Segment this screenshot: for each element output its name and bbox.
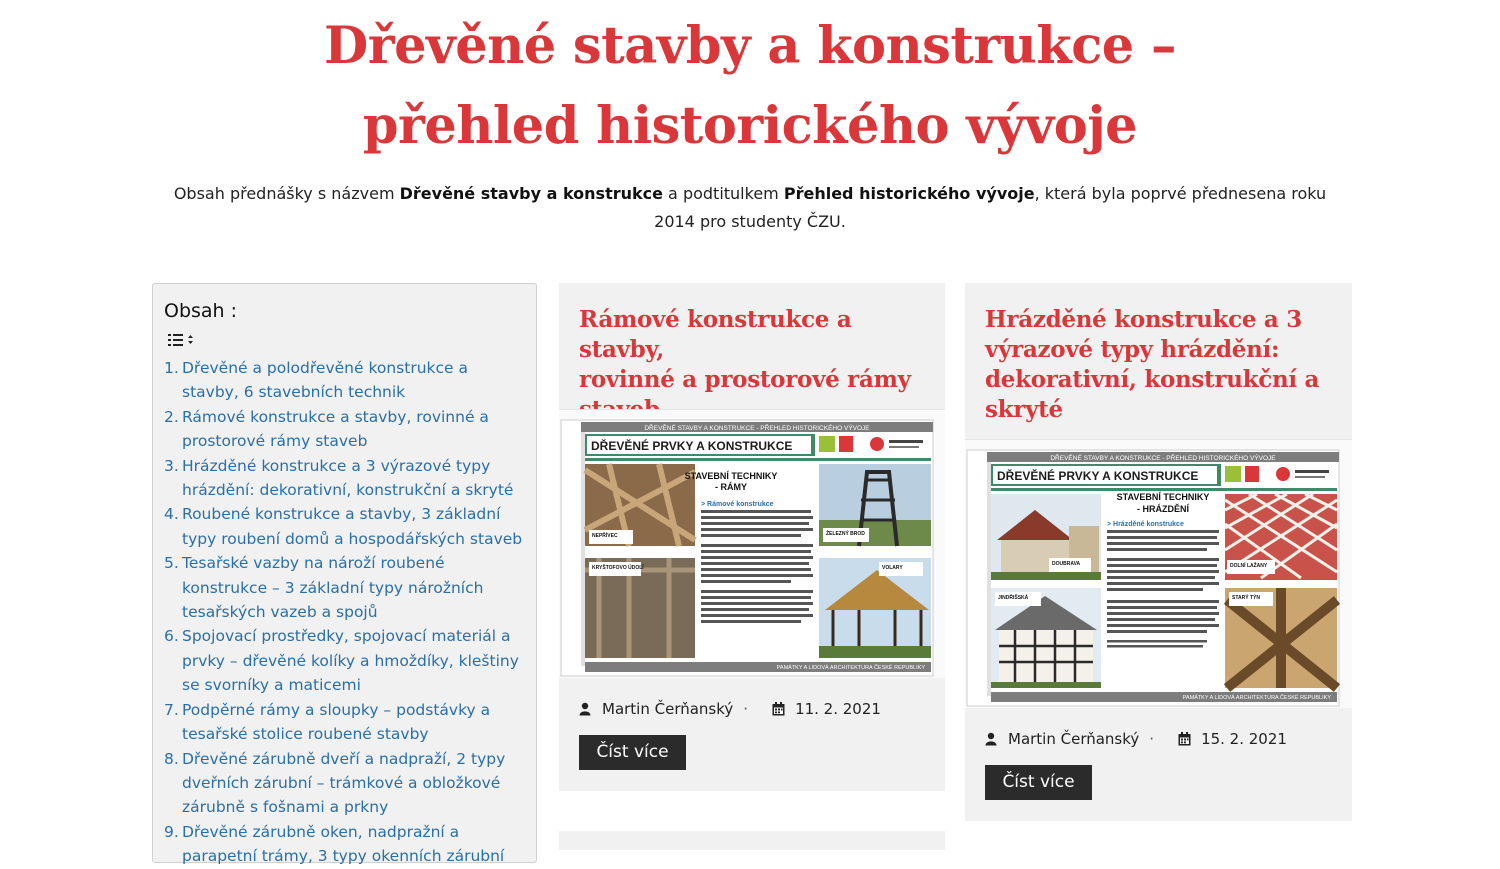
- toc-heading: Obsah :: [164, 300, 238, 322]
- page-title-line-1: Dřevěné stavby a konstrukce –: [324, 16, 1176, 76]
- slide-image: [965, 440, 1352, 708]
- article-card: [559, 283, 945, 791]
- toc-item-number: 2.: [164, 407, 179, 426]
- toc-item-number: 8.: [164, 749, 179, 768]
- intro-part: , která byla poprvé přednesena roku: [1034, 184, 1327, 203]
- toc-item-number: 4.: [164, 505, 179, 524]
- article-title-line: dekorativní, konstrukční a: [985, 366, 1320, 393]
- slide-section: > Rámové konstrukce: [701, 501, 774, 508]
- toc-link-line: prostorové rámy staveb: [182, 432, 368, 451]
- toc-link-line: zárubně s fošnami a prkny: [182, 798, 389, 817]
- user-icon: [579, 702, 593, 716]
- article-title-line: Hrázděné konstrukce a 3: [985, 306, 1302, 333]
- slide-header: DŘEVĚNÉ PRVKY A KONSTRUKCE: [997, 469, 1199, 483]
- toc-link-line: hrázdění: dekorativní, konstrukční a skryté: [182, 481, 514, 500]
- toc-link-line: Dřevěné zárubně oken, nadpražní a: [182, 822, 460, 841]
- slide-label: VOLARY: [882, 565, 903, 571]
- read-more-button[interactable]: Číst více: [985, 765, 1092, 800]
- toc-link[interactable]: [182, 551, 483, 624]
- toc-link-line: prvky – dřevěné kolíky a hmoždíky, kleštiny: [182, 651, 519, 670]
- article-date: 15. 2. 2021: [1201, 730, 1287, 748]
- toc-item-number: 7.: [164, 700, 179, 719]
- slide-label: STARÝ TÝN: [1232, 595, 1260, 601]
- article-title-line: skryté: [985, 396, 1063, 423]
- article-meta: [985, 730, 1287, 748]
- intro-text: [150, 180, 1350, 236]
- toc-link-line: stavby, 6 stavebních technik: [182, 383, 406, 402]
- toc-item-number: 9.: [164, 822, 179, 841]
- slide-topbar: DŘEVĚNÉ STAVBY A KONSTRUKCE - PŘEHLED HISTORICKÉHO VÝVOJE: [644, 425, 870, 432]
- slide-topbar: DŘEVĚNÉ STAVBY A KONSTRUKCE - PŘEHLED HISTORICKÉHO VÝVOJE: [1050, 455, 1276, 462]
- toc-link[interactable]: [182, 820, 504, 869]
- slide-subtitle: STAVEBNÍ TECHNIKY: [684, 471, 778, 481]
- meta-separator: ·: [1149, 730, 1155, 748]
- toc-link[interactable]: [182, 356, 468, 405]
- slide-label: DOUBRAVA: [1052, 561, 1081, 567]
- toc-link[interactable]: [182, 502, 522, 551]
- slide-label: JINDŘIŠSKÁ: [998, 595, 1029, 601]
- toc-item-number: 1.: [164, 359, 179, 377]
- article-meta: [579, 700, 881, 718]
- toc-link-line: parapetní trámy, 3 typy okenních zárubní: [182, 847, 505, 866]
- toc-link[interactable]: [182, 747, 505, 820]
- table-of-contents: [152, 283, 537, 866]
- slide-label: ŽELEZNÝ BROD: [826, 531, 865, 537]
- intro-part: 2014 pro studenty ČZU.: [654, 212, 846, 231]
- toc-item: [164, 356, 524, 405]
- page-title-line-2: přehled historického vývoje: [362, 96, 1138, 156]
- slide-section: > Hrázděné konstrukce: [1107, 521, 1184, 528]
- toc-item: [164, 747, 524, 820]
- slide-subtitle: - HRÁZDĚNÍ: [1137, 504, 1189, 514]
- toc-item: [164, 820, 524, 869]
- slide-header: DŘEVĚNÉ PRVKY A KONSTRUKCE: [591, 439, 793, 453]
- toc-link[interactable]: [182, 624, 519, 697]
- toc-item: [164, 698, 524, 747]
- slide-label: KRYŠTOFOVO ÚDOLÍ: [592, 565, 644, 571]
- toc-item: [164, 454, 524, 503]
- toc-link-line: Tesařské vazby na nároží roubené: [182, 554, 445, 573]
- read-more-button[interactable]: Číst více: [579, 735, 686, 770]
- toc-link[interactable]: [182, 454, 513, 503]
- article-thumbnail[interactable]: [965, 439, 1352, 708]
- toc-link-line: Spojovací prostředky, spojovací materiál a: [182, 627, 511, 646]
- toc-item: [164, 405, 524, 454]
- toc-link-line: Rámové konstrukce a stavby, rovinné a: [182, 407, 489, 426]
- article-author[interactable]: Martin Čerňanský: [1008, 730, 1140, 748]
- toc-link-line: typy roubení domů a hospodářských staveb: [182, 529, 523, 548]
- toc-item-number: 5.: [164, 554, 179, 573]
- article-card: [559, 831, 945, 850]
- toc-item-number: 6.: [164, 627, 179, 646]
- article-date: 11. 2. 2021: [795, 700, 881, 718]
- toc-item-number: 3.: [164, 456, 179, 475]
- intro-part: a podtitulkem: [662, 184, 784, 203]
- toc-item: [164, 551, 524, 624]
- intro-bold-title: Dřevěné stavby a konstrukce: [399, 184, 663, 203]
- article-author[interactable]: Martin Čerňanský: [602, 700, 734, 718]
- slide-label: DOLNÍ LAŽANY: [1230, 563, 1268, 569]
- calendar-icon: [1178, 732, 1192, 746]
- list-toggle-icon[interactable]: [168, 332, 196, 348]
- article-thumbnail[interactable]: [559, 409, 945, 678]
- slide-image: [559, 410, 945, 678]
- article-title-line: Rámové konstrukce a stavby,: [579, 306, 852, 363]
- toc-link-line: Dřevěné zárubně dveří a nadpraží, 2 typy: [182, 749, 506, 768]
- article-title[interactable]: [579, 305, 929, 425]
- slide-label: NEPŘÍVEC: [592, 533, 618, 539]
- toc-link-line: Roubené konstrukce a stavby, 3 základní: [182, 505, 501, 524]
- toc-link-line: se svorníky a maticemi: [182, 676, 361, 695]
- toc-list: [164, 356, 524, 869]
- toc-item: [164, 624, 524, 697]
- user-icon: [985, 732, 999, 746]
- toc-link-line: Podpěrné rámy a sloupky – podstávky a: [182, 700, 491, 719]
- intro-bold-subtitle: Přehled historického vývoje: [783, 184, 1035, 203]
- slide-footer: PAMÁTKY A LIDOVÁ ARCHITEKTURA ČESKÉ REPUBLIKY: [776, 665, 925, 671]
- slide-subtitle: - RÁMY: [715, 482, 747, 492]
- intro-part: Obsah přednášky s názvem: [173, 184, 400, 203]
- article-card: [965, 283, 1352, 821]
- meta-separator: ·: [743, 700, 749, 718]
- toc-link-line: Hrázděné konstrukce a 3 výrazové typy: [182, 456, 491, 475]
- toc-link[interactable]: [182, 698, 490, 747]
- slide-footer: PAMÁTKY A LIDOVÁ ARCHITEKTURA ČESKÉ REPUBLIKY: [1182, 695, 1331, 701]
- page-title: [0, 6, 1500, 166]
- toc-link-line: dveřních zárubní – trámkové a obložkové: [182, 773, 501, 792]
- toc-link-line: tesařských vazeb a spojů: [182, 603, 378, 622]
- calendar-icon: [772, 702, 786, 716]
- toc-link[interactable]: [182, 405, 489, 454]
- toc-item: [164, 502, 524, 551]
- article-title-line: rovinné a prostorové rámy: [579, 366, 911, 393]
- article-title[interactable]: [985, 305, 1335, 425]
- toc-link-line: Dřevěné a polodřevěné konstrukce a: [182, 359, 468, 377]
- slide-subtitle: STAVEBNÍ TECHNIKY: [1116, 492, 1210, 502]
- toc-link-line: tesařské stolice roubené stavby: [182, 725, 429, 744]
- toc-link-line: konstrukce – 3 základní typy nárožních: [182, 578, 484, 597]
- article-title-line: výrazové typy hrázdění:: [985, 336, 1280, 363]
